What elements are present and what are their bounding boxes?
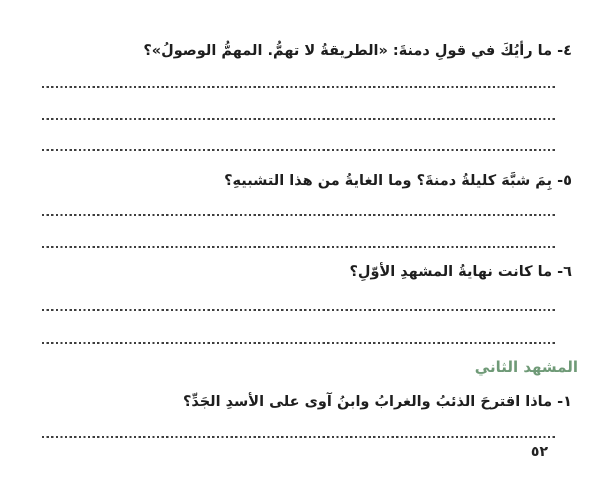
answer-dotted-line: [42, 342, 556, 344]
answer-dotted-line: [42, 118, 556, 120]
answer-dotted-line: [42, 86, 556, 88]
question-5: ٥- بِمَ شبَّهَ كليلةُ دمنةَ؟ وما الغايةُ من هذا التشبيهِ؟: [224, 173, 572, 189]
answer-dotted-line: [42, 149, 556, 151]
answer-dotted-line: [42, 214, 556, 216]
question-6: ٦- ما كانت نهايةُ المشهدِ الأوّلِ؟: [349, 264, 572, 280]
question-4: ٤- ما رأيُكَ في قولِ دمنةَ: «الطريقةُ لا تهمُّ. المهمُّ الوصولُ»؟: [143, 43, 572, 59]
answer-dotted-line: [42, 436, 556, 438]
question-1-scene-two: ١- ماذا اقترحَ الذئبُ والغرابُ وابنُ آوى على الأسدِ الجَدِّ؟: [182, 394, 572, 410]
answer-dotted-line: [42, 309, 556, 311]
answer-dotted-line: [42, 246, 556, 248]
page-number: ٥٢: [530, 444, 548, 460]
section-heading-scene-two: المشهد الثاني: [474, 358, 578, 376]
